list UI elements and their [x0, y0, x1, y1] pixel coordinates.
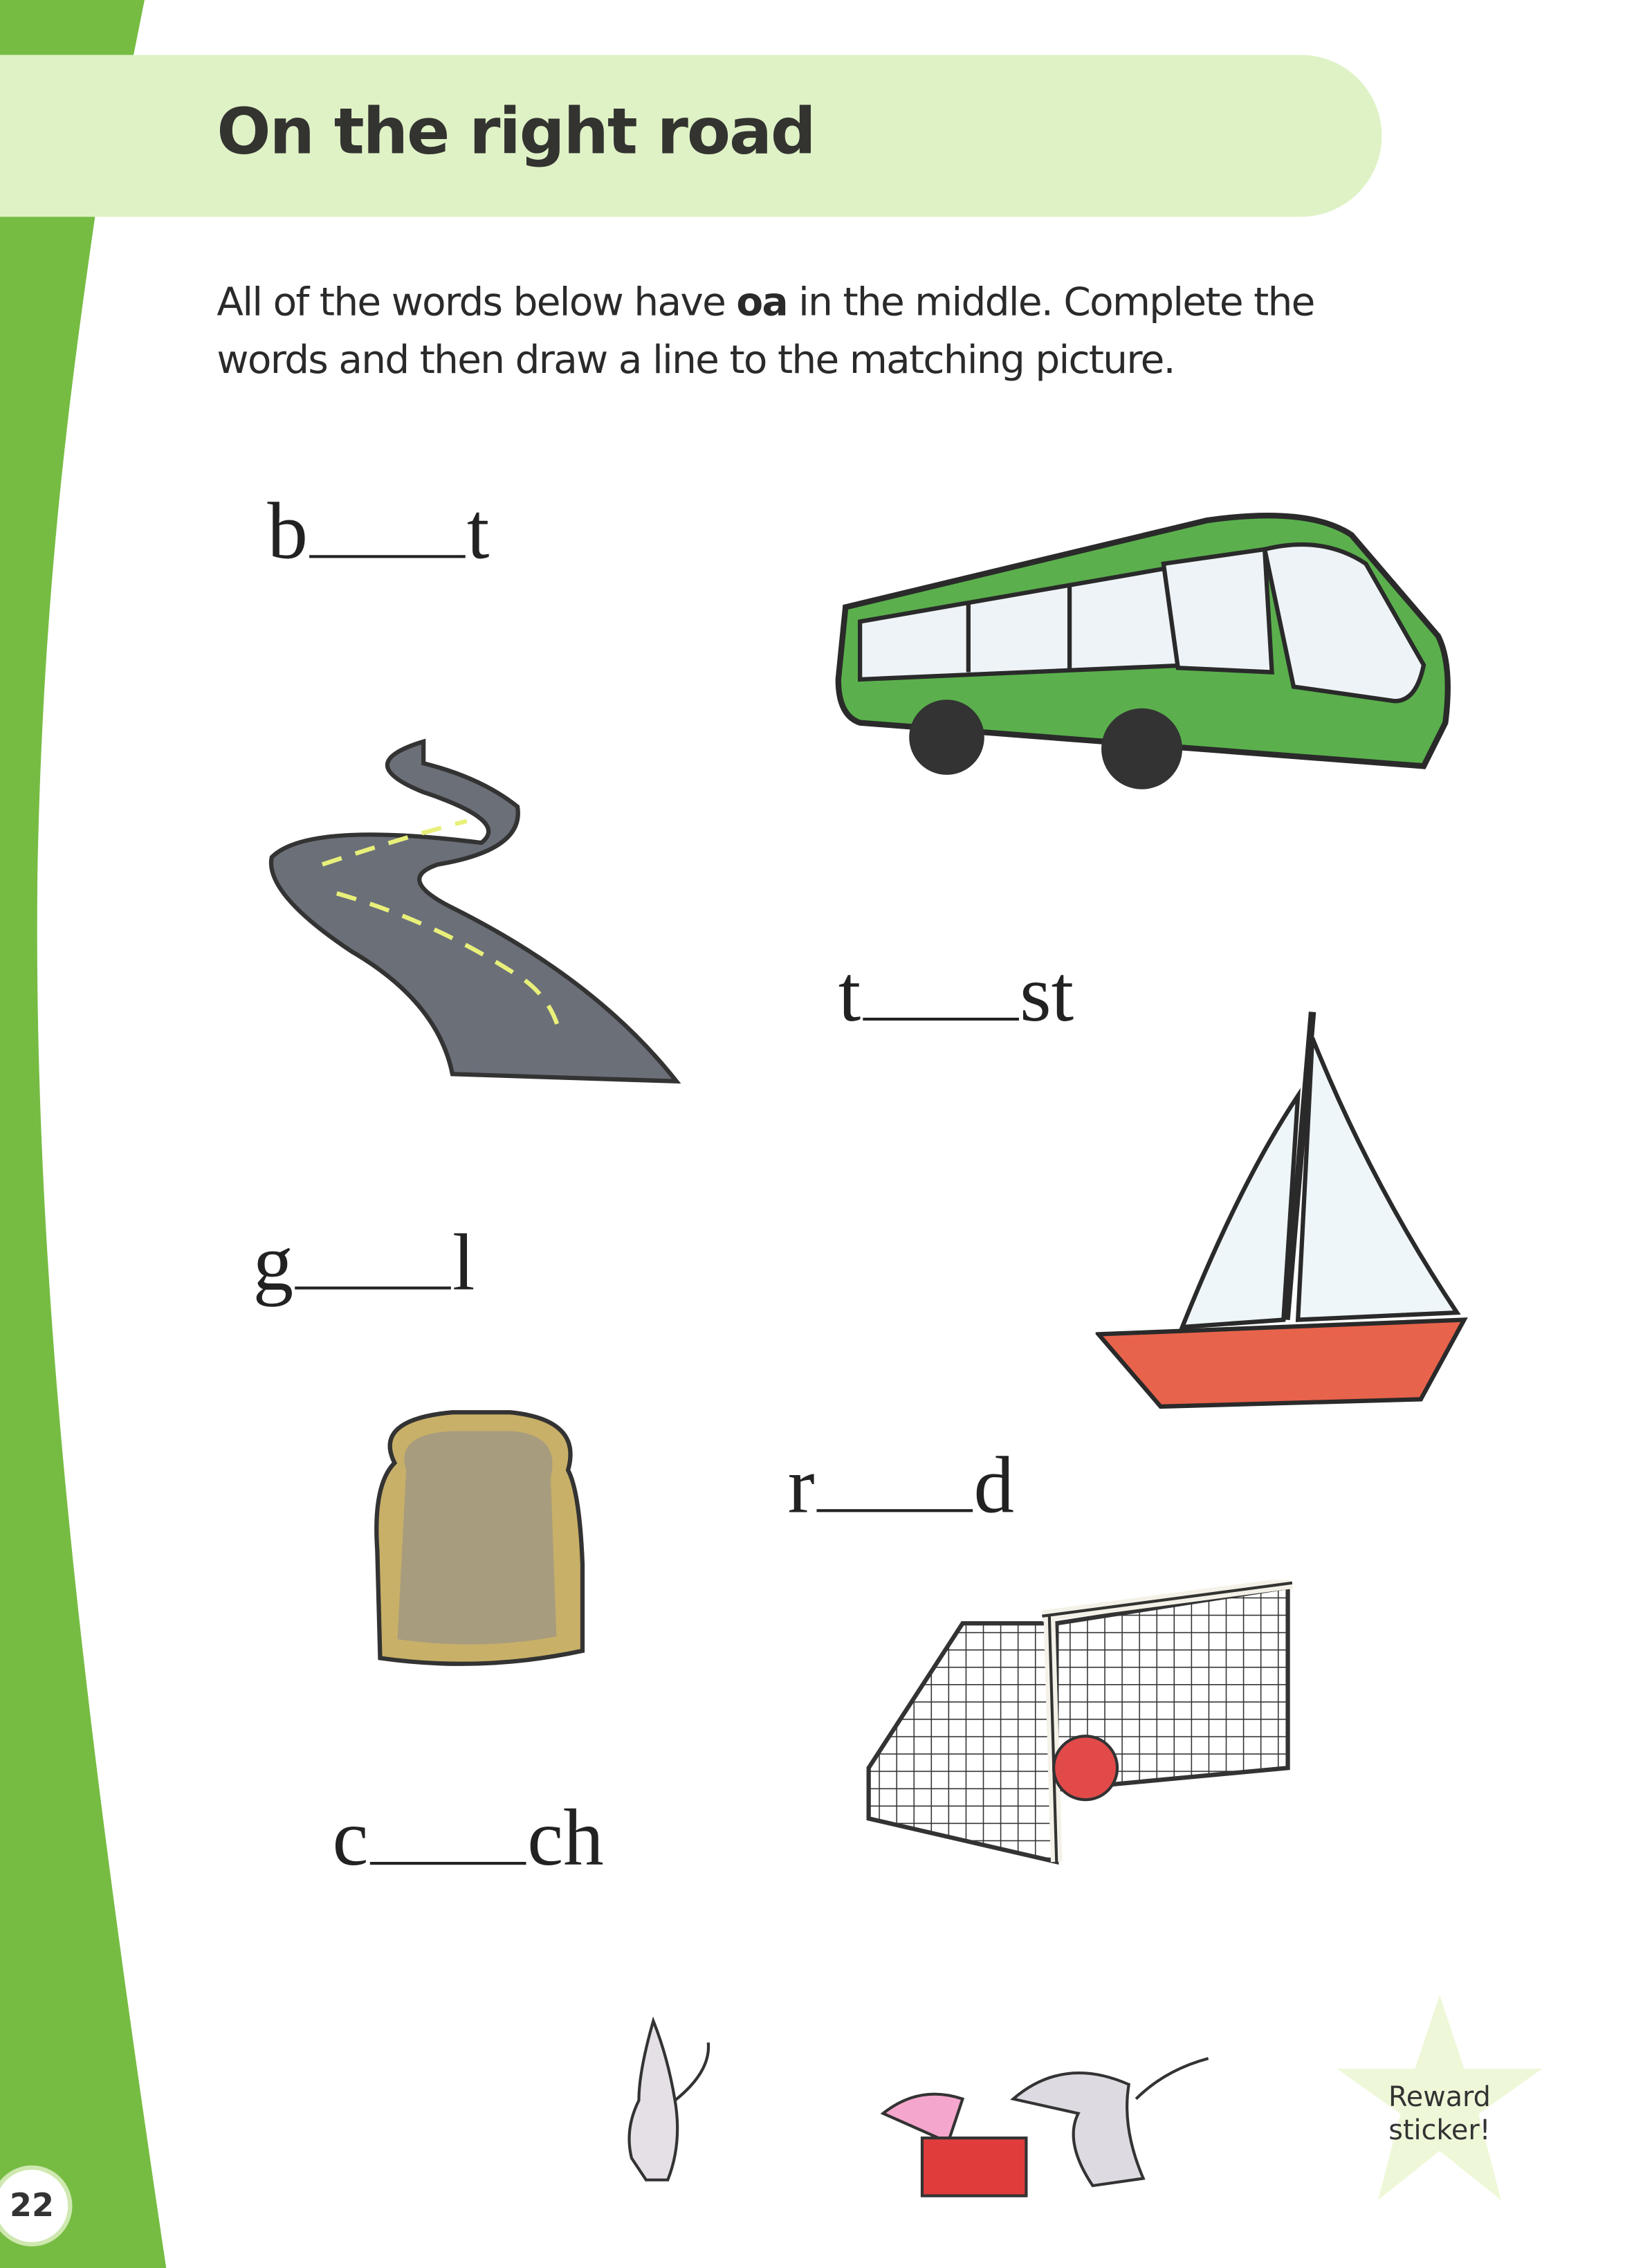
goal-picture[interactable]: [861, 1580, 1298, 1869]
word-coach[interactable]: c ch: [332, 1793, 604, 1884]
word-goal[interactable]: g l: [253, 1218, 475, 1308]
mouse-illustration: [596, 2013, 726, 2194]
green-side-strip: [0, 0, 166, 2268]
sailboat-picture[interactable]: [1096, 1009, 1494, 1414]
word-road[interactable]: r d: [787, 1441, 1014, 1531]
bus-picture[interactable]: [831, 506, 1474, 795]
word-boat[interactable]: b t: [267, 487, 490, 577]
blank[interactable]: [862, 1018, 1018, 1021]
reward-sticker-label: Reward sticker!: [1388, 2081, 1491, 2147]
road-picture[interactable]: [264, 734, 683, 1088]
instructions: All of the words below have oa in the middle. Complete the words and then draw a line to the matching picture.: [217, 280, 1314, 383]
toast-picture[interactable]: [366, 1405, 590, 1673]
blank[interactable]: [295, 1286, 451, 1289]
blank[interactable]: [816, 1509, 973, 1512]
page-number: 22: [0, 2166, 72, 2247]
mice-with-box-illustration: [876, 2041, 1222, 2203]
word-toast[interactable]: t st: [838, 949, 1074, 1040]
blank[interactable]: [370, 1862, 526, 1865]
blank[interactable]: [309, 555, 466, 558]
page-title: On the right road: [217, 95, 815, 170]
